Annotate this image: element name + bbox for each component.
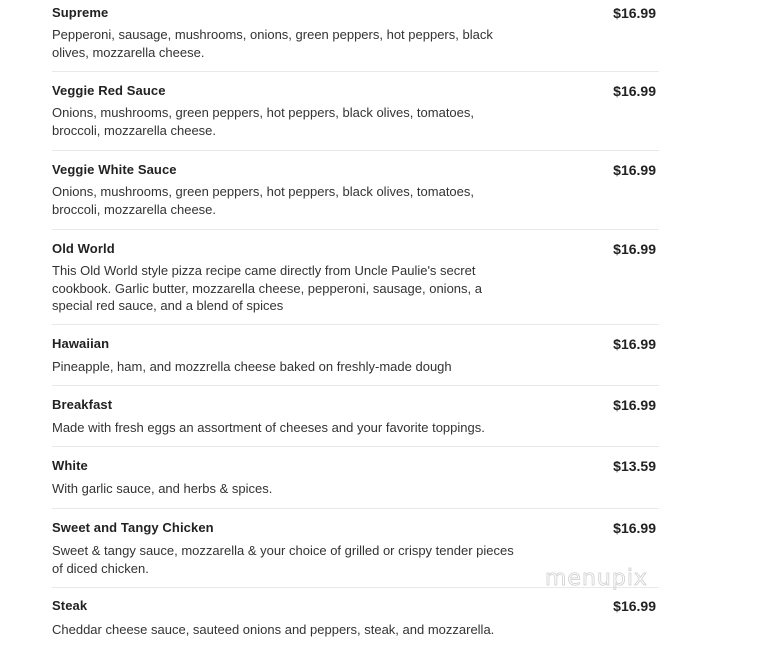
item-price: $16.99 [613, 598, 656, 614]
item-description: This Old World style pizza recipe came directly from Uncle Paulie's secret cookbook. Garlic butter, mozzarella cheese, pepperoni, sausage, onions, a special red sauce, and a blend of spices [52, 263, 482, 313]
item-price: $16.99 [613, 5, 656, 21]
item-price: $16.99 [613, 162, 656, 178]
item-name: Breakfast [52, 397, 113, 412]
item-name: Old World [52, 241, 115, 256]
menu-item-hawaiian [52, 325, 659, 386]
item-description: Cheddar cheese sauce, sauteed onions and peppers, steak, and mozzarella. [52, 622, 495, 637]
item-name: Hawaiian [52, 336, 110, 351]
menu-item-veggie-white-sauce [52, 151, 659, 230]
item-price: $16.99 [613, 397, 656, 413]
menu-item-white [52, 447, 659, 509]
item-description: Pepperoni, sausage, mushrooms, onions, green peppers, hot peppers, black olives, mozzarella cheese. [52, 27, 493, 60]
item-description: Sweet & tangy sauce, mozzarella & your choice of grilled or crispy tender pieces of diced chicken. [52, 543, 514, 576]
watermark-logo: menupix [545, 566, 648, 591]
item-name: Veggie White Sauce [52, 162, 177, 177]
item-description: Onions, mushrooms, green peppers, hot peppers, black olives, tomatoes, broccoli, mozzarella cheese. [52, 105, 474, 138]
menu-item-supreme [52, 0, 659, 72]
menu-item-breakfast [52, 386, 659, 447]
item-description: Made with fresh eggs an assortment of cheeses and your favorite toppings. [52, 420, 485, 435]
item-description: Pineapple, ham, and mozzrella cheese baked on freshly-made dough [52, 359, 452, 374]
item-description: With garlic sauce, and herbs & spices. [52, 481, 273, 496]
item-name: Veggie Red Sauce [52, 83, 166, 98]
item-description: Onions, mushrooms, green peppers, hot peppers, black olives, tomatoes, broccoli, mozzarella cheese. [52, 184, 474, 217]
menu-item-old-world [52, 230, 659, 325]
item-name: White [52, 458, 88, 473]
menu-item-veggie-red-sauce [52, 72, 659, 151]
item-price: $16.99 [613, 336, 656, 352]
menu-item-steak [52, 588, 659, 648]
item-price: $16.99 [613, 83, 656, 99]
menu-list [52, 0, 659, 648]
item-name: Steak [52, 598, 88, 613]
item-name: Supreme [52, 5, 109, 20]
item-price: $16.99 [613, 520, 656, 536]
item-price: $13.59 [613, 458, 656, 474]
item-name: Sweet and Tangy Chicken [52, 520, 214, 535]
item-price: $16.99 [613, 241, 656, 257]
